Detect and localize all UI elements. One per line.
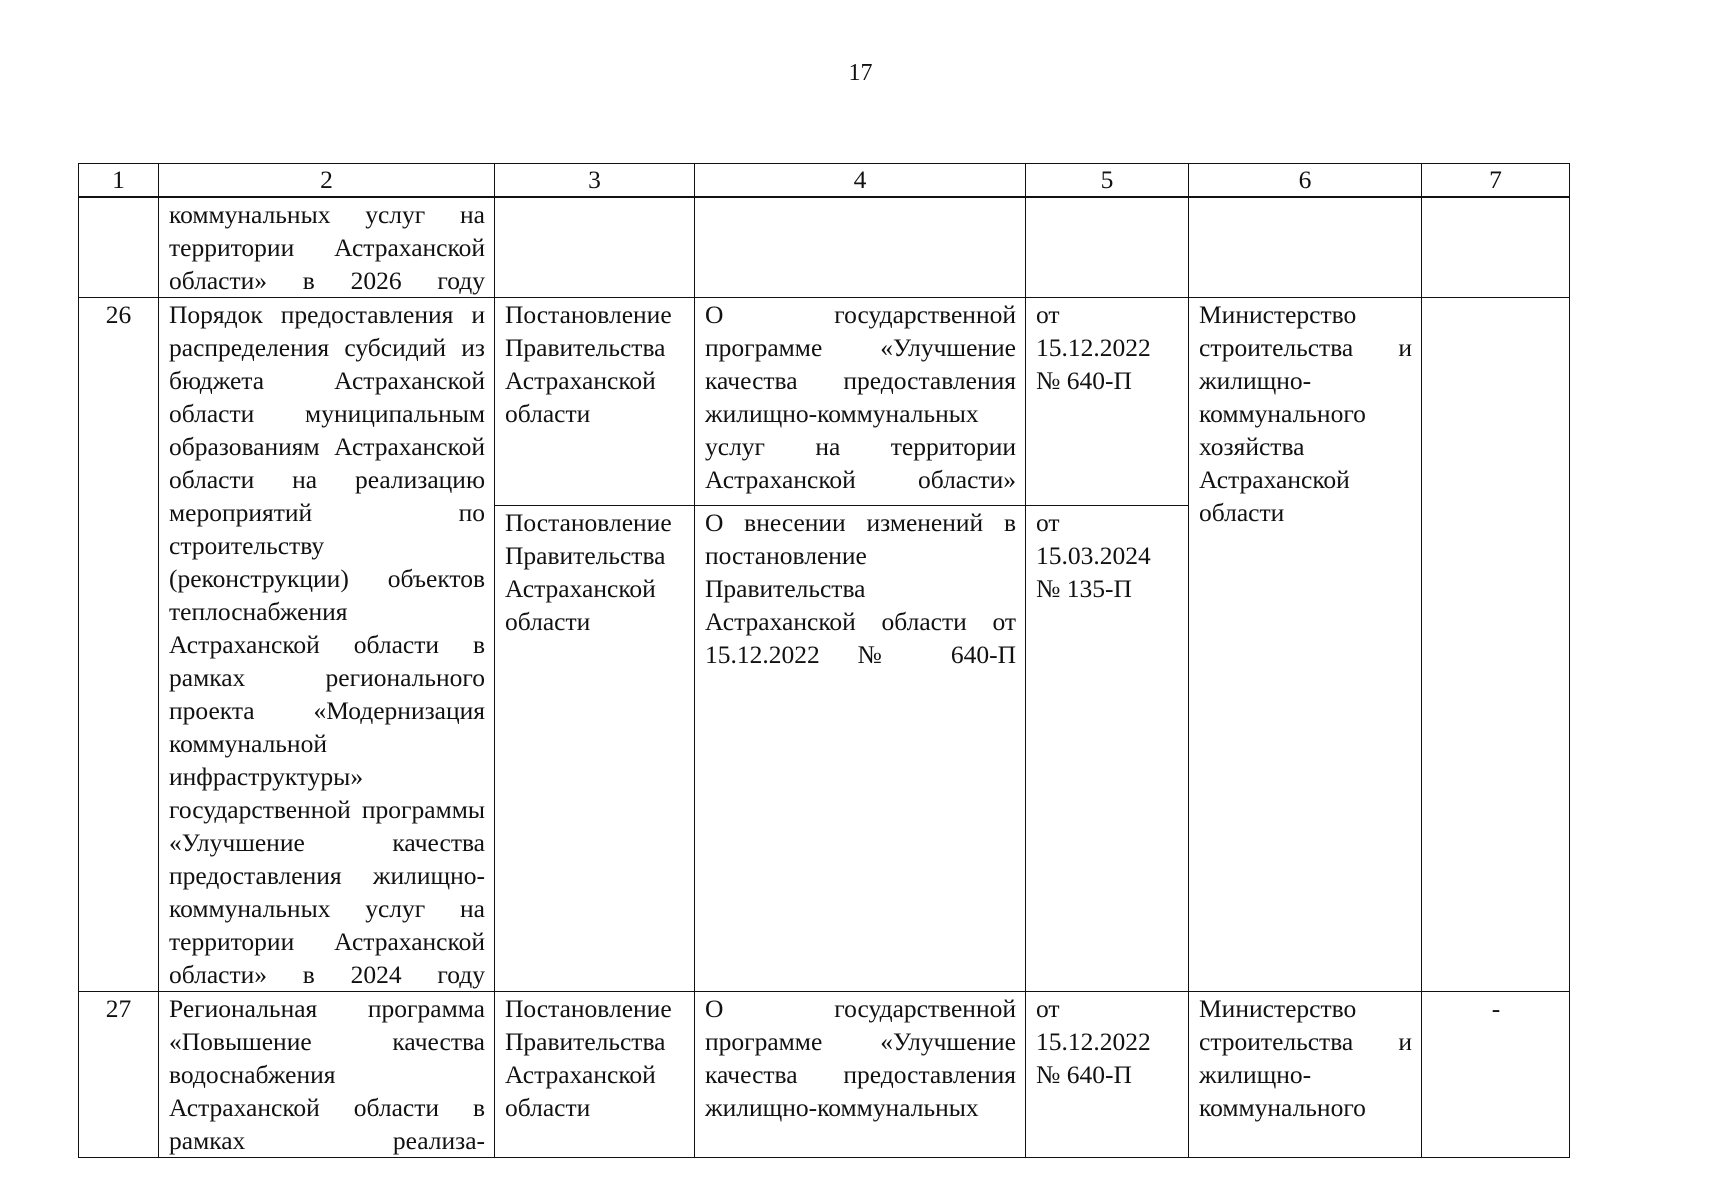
act-type: Постановление Правительства Астраханской области	[495, 298, 695, 506]
table-row-27	[79, 992, 1570, 1158]
cell-name-continued: коммунальных услуг на территории Астраханской области» в 2026 году	[159, 197, 495, 298]
header-col-7: 7	[1422, 164, 1570, 198]
act-title: О государственной программе «Улучшение качества предоставления жилищно-коммунальных услуг на территории Астраханской области»	[695, 298, 1026, 506]
act-title: О внесении изменений в постановление Правительства Астраханской области от 15.12.2022 № 640-П	[695, 506, 1026, 992]
document-name: Региональная программа «Повышение качества водоснабжения Астраханской области в рамках реализа-	[159, 992, 495, 1158]
header-col-3: 3	[495, 164, 695, 198]
header-col-2: 2	[159, 164, 495, 198]
cell-col7	[1422, 298, 1570, 992]
cell-empty	[495, 197, 695, 298]
cell-empty	[1422, 197, 1570, 298]
act-date: от 15.12.2022 № 640-П	[1026, 298, 1189, 506]
table-row-26	[79, 298, 1570, 506]
table-row-continued	[79, 197, 1570, 298]
header-col-4: 4	[695, 164, 1026, 198]
act-title: О государственной программе «Улучшение качества предоставления жилищно-коммунальных	[695, 992, 1026, 1158]
responsible-body: Министерство строительства и жилищно-коммунального хозяйства Астраханской области	[1189, 298, 1422, 992]
act-type: Постановление Правительства Астраханской области	[495, 506, 695, 992]
row-number: 26	[79, 298, 159, 992]
page-number: 17	[848, 60, 873, 86]
document-name: Порядок предоставления и распределения субсидий из бюджета Астраханской области муниципальным образованиям Астраханской области на реализацию мероприятий по строительству (реконструкции) объектов теплоснабжения Астраханской области в рамках регионального проекта «Модернизация коммунальной инфраструктуры» государственной программы «Улучшение качества предоставления жилищно-коммунальных услуг на территории Астраханской области» в 2024 году	[159, 298, 495, 992]
cell-empty	[695, 197, 1026, 298]
header-col-6: 6	[1189, 164, 1422, 198]
header-col-5: 5	[1026, 164, 1189, 198]
header-col-1: 1	[79, 164, 159, 198]
document-table	[78, 163, 1570, 1158]
cell-col7: -	[1422, 992, 1570, 1158]
act-type: Постановление Правительства Астраханской области	[495, 992, 695, 1158]
header-row	[79, 164, 1570, 198]
cell-empty	[1026, 197, 1189, 298]
cell-empty	[1189, 197, 1422, 298]
act-date: от 15.12.2022 № 640-П	[1026, 992, 1189, 1158]
cell-num	[79, 197, 159, 298]
responsible-body: Министерство строительства и жилищно-коммунального	[1189, 992, 1422, 1158]
act-date: от 15.03.2024 № 135-П	[1026, 506, 1189, 992]
row-number: 27	[79, 992, 159, 1158]
